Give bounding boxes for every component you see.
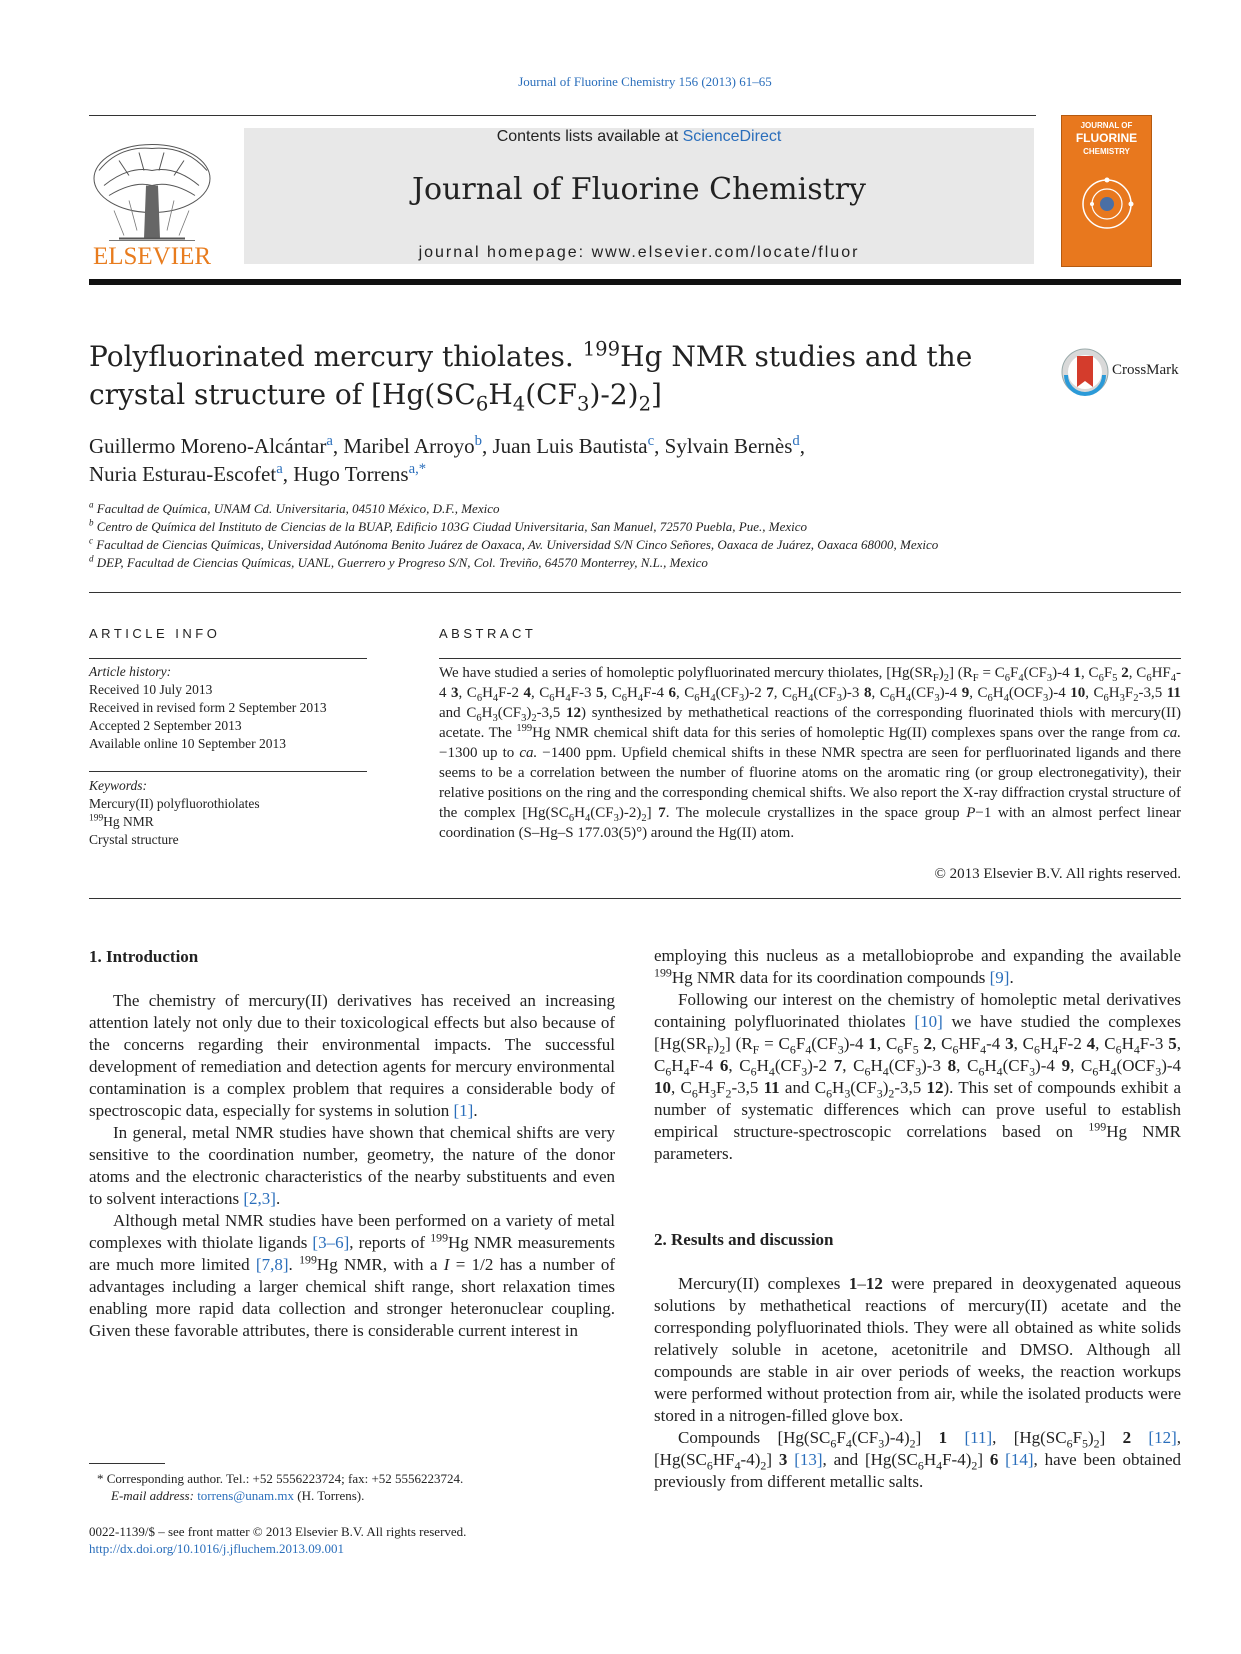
abstract-text: We have studied a series of homoleptic polyfluorinated mercury thiolates, $[Hg(SR_F)_2] (R_F = C_6F_4(CF_3)-4$ 1, $C_6F_5$ 2, $C_6HF_4-4$ 3, $C_6H_4F-2$ 4, $C_6H_4F-3$ 5, $C_6H_4F-4$ 6, $C_6H_4(CF_3)-2$ 7, $C_6H_4(CF_3)-3$ 8, $C_6H_4(CF_3)-4$ 9, $C_6H_4(OCF_3)-4$ 10, $C_6H_3F_2-3,5$ 11 and $C_6H_3(CF_3)_2-3,5$ 12) synthesized by methathetical reactions of the corresponding fluorinated thiols with mercury(II) acetate. The $^{199}$Hg NMR chemical shift data for this series of homoleptic Hg(II) complexes spans over the range from ca. −1300 up to ca. −1400 ppm. Upfield chemical shifts in these NMR spectra are seen for perfluorinated ligands and there seems to be a correlation between the number of fluorine atoms on the aromatic ring (or group electronegativity), their relative positions on the ring and the corresponding chemical shifts. We also report the X-ray diffraction crystal structure of the complex $[Hg(SC_6H_4(CF_3)-2)_2]$ 7. The molecule crystallizes in the space group P−1 with an almost perfect linear coordination (S–Hg–S 177.03(5)°) around the Hg(II) atom. (439, 665, 1182, 841)
affiliation-d: $^d$ DEP, Facultad de Ciencias Químicas, UANL, Guerrero y Progreso S/N, Col. Treviño, 64570 Monterrey, N.L., Mexico (89, 553, 708, 570)
affiliation-a: $^a$ Facultad de Química, UNAM Cd. Universitaria, 04510 México, D.F., Mexico (89, 499, 500, 516)
intro-body: The chemistry of mercury(II) derivatives has received an increasing attention lately not only due to their toxicological effects but also because of the concerns regarding their environmental impacts. The successful development of remediation and detection agents for mercury environmental contamination is a complex problem that requires a considerable body of spectroscopic data, especially for systems in solution [1]. In general, metal NMR studies have shown that chemical shifts are very sensitive to the coordination number, geometry, the nature of the donor atoms and the electronic characteristics of the nearby substituents and even to solvent interactions [2,3]. Although metal NMR studies have been performed on a variety of metal complexes with thiolate ligands [3–6], reports of $^{199}$Hg NMR measurements are much more limited [7,8]. $^{199}$Hg NMR, with a I = 1/2 has a number of advantages including a larger chemical shift range, short relaxation times enabling more rapid data collection and stronger heteronuclear coupling. Given these favorable attributes, there is considerable current interest in (89, 991, 616, 1340)
results-body: Mercury(II) complexes 1–12 were prepared in deoxygenated aqueous solutions by methathetical reactions of mercury(II) acetate and the corresponding polyfluorinated thiols. They were all obtained as white solids relatively soluble in acetone, acetonitrile and DMSO. Although all compounds are stable in air over periods of weeks, the reaction workups were performed without protection from air, while the isolated products were stored in a nitrogen-filled glove box. Compounds $[Hg(SC_6F_4(CF_3)-4)_2]$ 1 [11], $[Hg(SC_6F_5)_2]$ 2 [12], $[Hg(SC_6HF_4-4)_2]$ 3 [13], and $[Hg(SC_6H_4F-4)_2]$ 6 [14], have been obtained previously from different metallic salts. (654, 1274, 1182, 1491)
author: Sylvain Bernès (664, 434, 793, 458)
ref-link[interactable]: [11] (964, 1428, 993, 1447)
ref-link[interactable]: [14] (1005, 1450, 1034, 1469)
journal-citation[interactable]: Journal of Fluorine Chemistry 156 (2013) 61–65 (518, 74, 772, 89)
doi-link[interactable]: http://dx.doi.org/10.1016/j.jfluchem.2013.09.001 (89, 1541, 345, 1556)
ref-link[interactable]: [1] (453, 1101, 474, 1120)
author: Nuria Esturau-Escofet (89, 462, 277, 486)
ref-link[interactable]: [12] (1148, 1428, 1177, 1447)
ref-link[interactable]: [2,3] (243, 1189, 276, 1208)
journal-cover-thumbnail[interactable] (1061, 115, 1152, 267)
article-title: Polyfluorinated mercury thiolates. $^{199}$Hg NMR studies and the crystal structure of $[Hg(SC_6H_4(CF_3)-2)_2]$ (89, 337, 973, 416)
journal-homepage[interactable]: journal homepage: www.elsevier.com/locate/fluor (418, 244, 860, 261)
abstract-rule (439, 658, 1181, 659)
contents-line: Contents lists available at ScienceDirect (496, 128, 782, 145)
crossmark-label[interactable]: CrossMark (1112, 362, 1179, 378)
email-link[interactable]: torrens@unam.mx (197, 1488, 295, 1503)
footnote-corresponding: * Corresponding author. Tel.: +52 5556223724; fax: +52 5556223724. E-mail address: torrens@unam.mx (H. Torrens). (97, 1471, 464, 1503)
sciencedirect-link[interactable]: ScienceDirect (682, 128, 782, 145)
affiliation-rule (89, 592, 1181, 593)
ref-link[interactable]: [3–6] (312, 1233, 350, 1252)
keywords: Keywords: Mercury(II) polyfluorothiolates $^{199}$Hg NMR Crystal structure (89, 778, 260, 847)
keywords-rule (89, 771, 367, 772)
cover-line2: FLUORINE (1075, 131, 1138, 145)
crossmark-icon[interactable] (1060, 347, 1110, 397)
abstract-label: ABSTRACT (439, 626, 537, 641)
intro-continued: employing this nucleus as a metallobioprobe and expanding the available $^{199}$Hg NMR data for its coordination compounds [9]. Following our interest on the chemistry of homoleptic metal derivatives containing polyfluorinated thiolates [10] we have studied the complexes $[Hg(SR_F)_2] (R_F = C_6F_4(CF_3)-4$ 1, $C_6F_5$ 2, $C_6HF_4-4$ 3, $C_6H_4F-2$ 4, $C_6H_4F-3$ 5, $C_6H_4F-4$ 6, $C_6H_4(CF_3)-2$ 7, $C_6H_4(CF_3)-3$ 8, $C_6H_4(CF_3)-4$ 9, $C_6H_4(OCF_3)-4$ 10, $C_6H_3F_2-3,5$ 11 and $C_6H_3(CF_3)_2-3,5$ 12). This set of compounds exhibit a number of systematic differences which can prove useful to establish empirical structure-spectroscopic correlations based on $^{199}$Hg NMR parameters. (654, 946, 1182, 1163)
cover-line3: CHEMISTRY (1083, 147, 1130, 156)
affiliation-c: $^c$ Facultad de Ciencias Químicas, Universidad Autónoma Benito Juárez de Oaxaca, Av. Universidad S/N Cinco Señores, Oaxaca de Juárez, Oaxaca 68000, Mexico (89, 535, 939, 552)
footnote-rule (89, 1463, 165, 1464)
ref-link[interactable]: [13] (794, 1450, 823, 1469)
author: Juan Luis Bautista (492, 434, 648, 458)
cover-line1: JOURNAL OF (1080, 121, 1133, 130)
ref-link[interactable]: [7,8] (255, 1255, 289, 1274)
affiliation-b: $^b$ Centro de Química del Instituto de Ciencias de la BUAP, Edificio 103G Ciudad Universitaria, San Manuel, 72570 Puebla, Pue., Mexico (89, 517, 807, 534)
article-info-rule (89, 658, 367, 659)
ref-link[interactable]: [10] (914, 1012, 943, 1031)
atom-icon (1079, 176, 1135, 232)
elsevier-logo-text: ELSEVIER (92, 243, 212, 270)
article-history: Article history: Received 10 July 2013 Received in revised form 2 September 2013 Accepted 2 September 2013 Available online 10 September 2013 (89, 664, 327, 751)
results-heading: 2. Results and discussion (654, 1230, 834, 1249)
intro-heading: 1. Introduction (89, 947, 199, 966)
journal-title: Journal of Fluorine Chemistry (412, 172, 866, 207)
article-info-label: ARTICLE INFO (89, 626, 221, 641)
masthead-bottom-rule (89, 279, 1181, 285)
author: Guillermo Moreno-Alcántar (89, 434, 327, 458)
author: Maribel Arroyo (343, 434, 475, 458)
ref-link[interactable]: [9] (989, 968, 1010, 987)
author-list: Guillermo Moreno-Alcántar$^a$, Maribel Arroyo$^b$, Juan Luis Bautista$^c$, Sylvain Bernès$^d$, Nuria Esturau-Escofet$^a$, Hugo Torrens$^{a,*}$ (89, 433, 805, 486)
header-rule (89, 115, 1036, 116)
abstract-copyright: © 2013 Elsevier B.V. All rights reserved. (934, 866, 1181, 882)
abstract-bottom-rule (89, 898, 1181, 899)
footnote-issn: 0022-1139/$ – see front matter © 2013 Elsevier B.V. All rights reserved. http://dx.doi.org/10.1016/j.jfluchem.2013.09.001 (89, 1524, 467, 1556)
author: Hugo Torrens (293, 462, 409, 486)
